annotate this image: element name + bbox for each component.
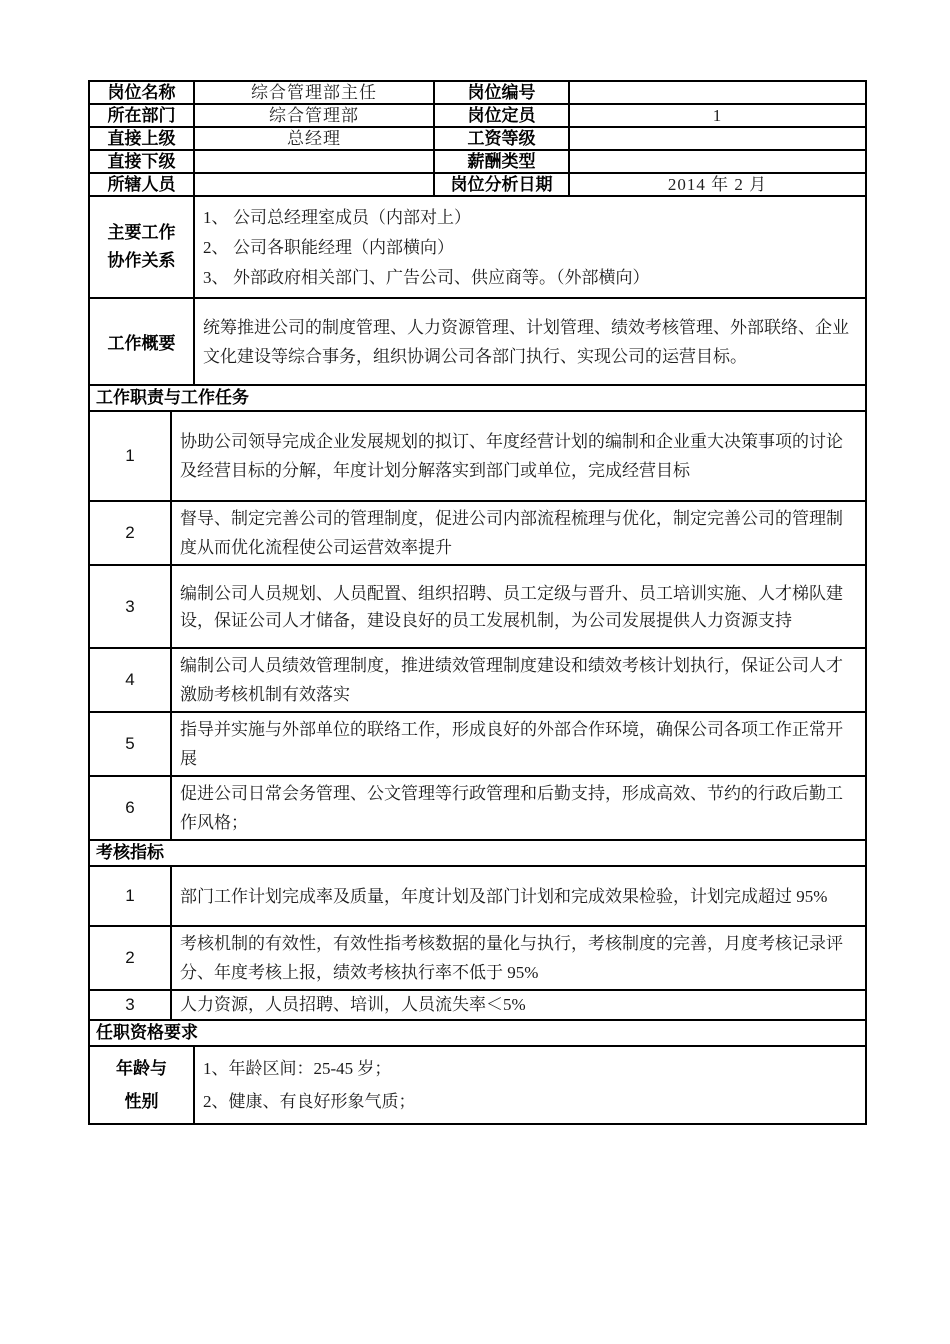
- subordinate-label: 直接下级: [89, 150, 194, 173]
- collaboration-item-text: 公司总经理室成员（内部对上）: [233, 208, 471, 227]
- duty-number: 1: [89, 411, 171, 501]
- subordinate-value: [194, 150, 434, 173]
- collaboration-label-line1: 主要工作: [107, 223, 176, 242]
- collaboration-item: [203, 233, 857, 263]
- salary-type-label: 薪酬类型: [434, 150, 569, 173]
- kpi-number: 2: [89, 926, 171, 990]
- duty-row: [89, 411, 866, 501]
- collaboration-item-text: 公司各职能经理（内部横向）: [233, 238, 454, 257]
- age-gender-item: 1、年龄区间：25-45 岁；: [203, 1059, 392, 1078]
- collaboration-summary-table: [88, 195, 867, 386]
- qualifications-header: 任职资格要求: [89, 1020, 866, 1046]
- department-label: 所在部门: [89, 104, 194, 127]
- staff-value: [194, 173, 434, 196]
- duties-header-row: [89, 385, 866, 411]
- duty-number: 2: [89, 501, 171, 565]
- kpi-text: 部门工作计划完成率及质量，年度计划及部门计划和完成效果检验，计划完成超过 95%: [171, 866, 866, 926]
- collaboration-label-line2: 协作关系: [107, 251, 176, 270]
- kpi-number: 3: [89, 990, 171, 1020]
- kpi-table: [88, 839, 867, 1021]
- age-gender-row: [89, 1046, 866, 1124]
- kpi-header: 考核指标: [89, 840, 866, 866]
- collaboration-items: [194, 196, 866, 298]
- qualifications-header-row: [89, 1020, 866, 1046]
- duty-text: 编制公司人员绩效管理制度，推进绩效管理制度建设和绩效考核计划执行，保证公司人才激励考核机制有效落实: [171, 648, 866, 712]
- position-name-value: 综合管理部主任: [194, 81, 434, 104]
- salary-grade-value: [569, 127, 866, 150]
- collaboration-item: [203, 203, 857, 233]
- age-gender-items: [194, 1046, 866, 1124]
- age-gender-label-line2: 性别: [124, 1092, 159, 1111]
- kpi-header-row: [89, 840, 866, 866]
- duty-row: [89, 776, 866, 840]
- duty-text: 协助公司领导完成企业发展规划的拟订、年度经营计划的编制和企业重大决策事项的讨论及经营目标的分解，年度计划分解落实到部门或单位，完成经营目标: [171, 411, 866, 501]
- kpi-row: [89, 866, 866, 926]
- collaboration-label: [89, 196, 194, 298]
- info-row-department: [89, 104, 866, 127]
- collaboration-item-number: 3、: [203, 268, 229, 287]
- basic-info-table: [88, 80, 867, 197]
- summary-text: 统筹推进公司的制度管理、人力资源管理、计划管理、绩效考核管理、外部联络、企业文化建设等综合事务，组织协调公司各部门执行、实现公司的运营目标。: [194, 298, 866, 385]
- collaboration-item-number: 1、: [203, 208, 229, 227]
- duties-header: 工作职责与工作任务: [89, 385, 866, 411]
- info-row-subordinate: [89, 150, 866, 173]
- duty-text: 编制公司人员规划、人员配置、组织招聘、员工定级与晋升、员工培训实施、人才梯队建设，保证公司人才储备，建设良好的员工发展机制，为公司发展提供人力资源支持: [171, 565, 866, 648]
- duty-number: 4: [89, 648, 171, 712]
- salary-type-value: [569, 150, 866, 173]
- kpi-row: [89, 990, 866, 1020]
- analysis-date-value: 2014 年 2 月: [569, 173, 866, 196]
- kpi-text: 人力资源，人员招聘、培训，人员流失率＜5%: [171, 990, 866, 1020]
- duty-number: 3: [89, 565, 171, 648]
- salary-grade-label: 工资等级: [434, 127, 569, 150]
- headcount-value: 1: [569, 104, 866, 127]
- age-gender-label-line1: 年龄与: [116, 1059, 167, 1078]
- duty-row: [89, 712, 866, 776]
- qualifications-table: [88, 1019, 867, 1125]
- duty-text: 促进公司日常会务管理、公文管理等行政管理和后勤支持，形成高效、节约的行政后勤工作风格；: [171, 776, 866, 840]
- headcount-label: 岗位定员: [434, 104, 569, 127]
- duty-text: 督导、制定完善公司的管理制度，促进公司内部流程梳理与优化，制定完善公司的管理制度从而优化流程使公司运营效率提升: [171, 501, 866, 565]
- duty-text: 指导并实施与外部单位的联络工作，形成良好的外部合作环境，确保公司各项工作正常开展: [171, 712, 866, 776]
- duty-row: [89, 501, 866, 565]
- position-code-label: 岗位编号: [434, 81, 569, 104]
- info-row-position: [89, 81, 866, 104]
- kpi-text: 考核机制的有效性，有效性指考核数据的量化与执行，考核制度的完善，月度考核记录评分、年度考核上报，绩效考核执行率不低于 95%: [171, 926, 866, 990]
- duty-number: 5: [89, 712, 171, 776]
- supervisor-label: 直接上级: [89, 127, 194, 150]
- kpi-number: 1: [89, 866, 171, 926]
- department-value: 综合管理部: [194, 104, 434, 127]
- collaboration-item-number: 2、: [203, 238, 229, 257]
- supervisor-value: 总经理: [194, 127, 434, 150]
- info-row-supervisor: [89, 127, 866, 150]
- collaboration-row: [89, 196, 866, 298]
- info-row-staff: [89, 173, 866, 196]
- duty-number: 6: [89, 776, 171, 840]
- duties-table: [88, 384, 867, 841]
- collaboration-item: [203, 263, 857, 293]
- analysis-date-label: 岗位分析日期: [434, 173, 569, 196]
- age-gender-label: [89, 1046, 194, 1124]
- job-description-table: [88, 80, 865, 1125]
- age-gender-item: 2、健康、有良好形象气质；: [203, 1092, 416, 1111]
- summary-label: 工作概要: [89, 298, 194, 385]
- collaboration-item-text: 外部政府相关部门、广告公司、供应商等。（外部横向）: [233, 268, 650, 287]
- duty-row: [89, 565, 866, 648]
- kpi-row: [89, 926, 866, 990]
- duty-row: [89, 648, 866, 712]
- position-name-label: 岗位名称: [89, 81, 194, 104]
- position-code-value: [569, 81, 866, 104]
- summary-row: [89, 298, 866, 385]
- staff-label: 所辖人员: [89, 173, 194, 196]
